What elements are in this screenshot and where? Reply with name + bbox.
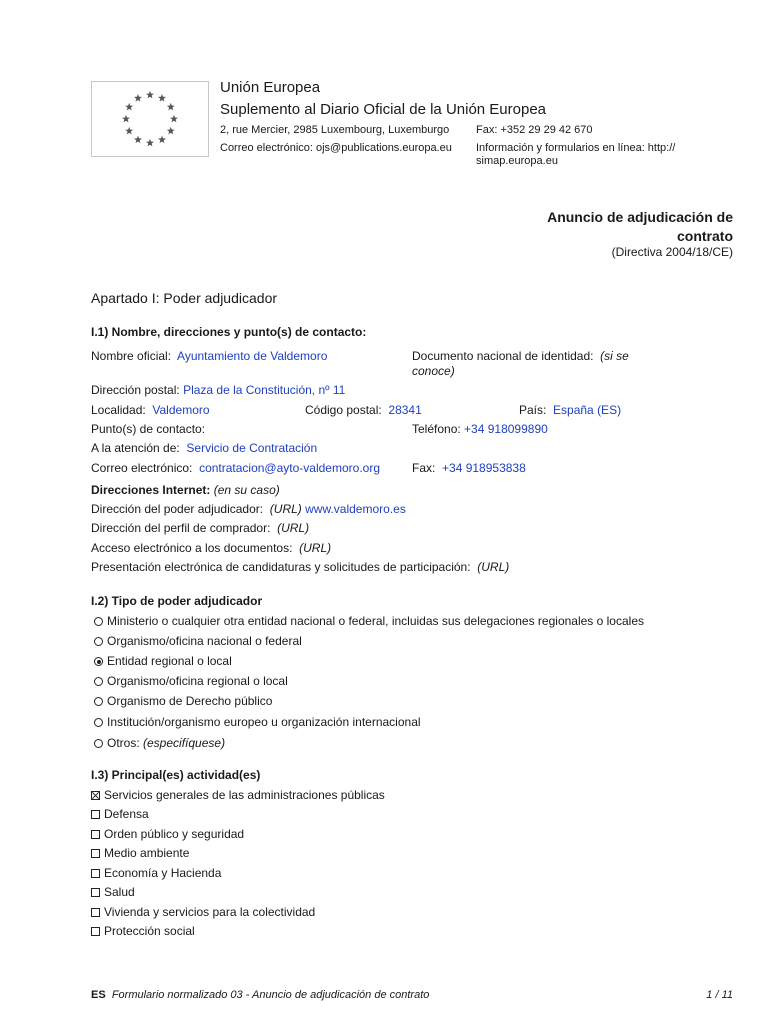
radio-unselected-icon[interactable]: [94, 637, 103, 646]
puntos-contacto-label: Punto(s) de contacto:: [91, 422, 206, 436]
tipo-poder-option: [94, 694, 272, 708]
atencion-label: A la atención de:: [91, 441, 180, 455]
eu-star-icon: [134, 136, 142, 144]
atencion-value: Servicio de Contratación: [186, 441, 318, 455]
tipo-poder-option-label: Institución/organismo europeo u organización internacional: [107, 715, 421, 729]
footer-page: 1 / 11: [706, 989, 733, 1001]
section-i1-heading: I.1) Nombre, direcciones y punto(s) de contacto:: [91, 325, 367, 339]
header-publication: Suplemento al Diario Oficial de la Unión Europea: [220, 101, 547, 118]
header-fax: Fax: +352 29 29 42 670: [476, 124, 593, 136]
section-i2-heading: I.2) Tipo de poder adjudicador: [91, 594, 263, 608]
tipo-poder-option-label: Organismo/oficina regional o local: [107, 674, 288, 688]
checkbox-unchecked-icon[interactable]: [91, 888, 100, 897]
header-address: 2, rue Mercier, 2985 Luxembourg, Luxemburgo: [220, 124, 450, 136]
checkbox-unchecked-icon[interactable]: [91, 908, 100, 917]
otros-hint: (especifíquese): [143, 736, 226, 750]
tipo-poder-option: [94, 614, 644, 628]
actividad-option-label: Economía y Hacienda: [104, 866, 222, 880]
tipo-poder-option-label: Ministerio o cualquier otra entidad nacional o federal, incluidas sus delegaciones regionales o locales: [107, 614, 644, 628]
section-title: Apartado I: Poder adjudicador: [91, 290, 278, 306]
actividad-option-label: Defensa: [104, 807, 149, 821]
tipo-poder-option-label: Entidad regional o local: [107, 654, 232, 668]
tipo-poder-option-label: Organismo de Derecho público: [107, 694, 273, 708]
presentacion-label: Presentación electrónica de candidaturas y solicitudes de participación:: [91, 560, 471, 574]
codigo-postal-row: [305, 403, 422, 417]
pais-row: [519, 403, 621, 417]
eu-star-icon: [146, 139, 154, 147]
actividad-option-label: Vivienda y servicios para la colectividad: [104, 905, 316, 919]
tipo-poder-option: [94, 674, 288, 688]
correo-label: Correo electrónico:: [91, 461, 193, 475]
tipo-poder-option: [94, 736, 225, 750]
telefono-label: Teléfono:: [412, 422, 461, 436]
acceso-url: (URL): [299, 541, 332, 555]
eu-star-icon: [170, 115, 178, 123]
pais-label: País:: [519, 403, 547, 417]
correo-value[interactable]: contratacion@ayto-valdemoro.org: [199, 461, 380, 475]
telefono-row: [412, 422, 548, 436]
checkbox-unchecked-icon[interactable]: [91, 810, 100, 819]
footer-form: [91, 989, 429, 1001]
actividad-option-label: Protección social: [104, 924, 195, 938]
radio-unselected-icon[interactable]: [94, 718, 103, 727]
perfil-row: [91, 521, 309, 535]
nombre-oficial-value: Ayuntamiento de Valdemoro: [177, 349, 328, 363]
pais-value: España (ES): [553, 403, 622, 417]
dir-poder-value[interactable]: www.valdemoro.es: [305, 502, 406, 516]
header-email: Correo electrónico: ojs@publications.europa.eu: [220, 142, 452, 154]
eu-star-icon: [158, 136, 166, 144]
radio-unselected-icon[interactable]: [94, 677, 103, 686]
tipo-poder-option: [94, 715, 421, 729]
actividad-option: [91, 905, 315, 919]
actividad-option: [91, 846, 189, 860]
actividad-option: [91, 885, 135, 899]
actividad-option-label: Salud: [104, 885, 135, 899]
eu-star-icon: [167, 103, 175, 111]
actividad-option-label: Servicios generales de las administraciones públicas: [104, 788, 385, 802]
header-org-name: Unión Europea: [220, 79, 321, 96]
radio-unselected-icon[interactable]: [94, 739, 103, 748]
localidad-row: [91, 403, 210, 417]
eu-star-icon: [134, 94, 142, 102]
checkbox-unchecked-icon[interactable]: [91, 849, 100, 858]
eu-logo: [91, 81, 209, 157]
atencion-row: [91, 441, 317, 455]
radio-selected-icon[interactable]: [94, 657, 103, 666]
fax-label: Fax:: [412, 461, 436, 475]
radio-unselected-icon[interactable]: [94, 697, 103, 706]
fax-value: +34 918953838: [442, 461, 526, 475]
checkbox-unchecked-icon[interactable]: [91, 869, 100, 878]
radio-unselected-icon[interactable]: [94, 617, 103, 626]
acceso-label: Acceso electrónico a los documentos:: [91, 541, 293, 555]
direccion-postal-label: Dirección postal:: [91, 383, 180, 397]
localidad-label: Localidad:: [91, 403, 146, 417]
localidad-value: Valdemoro: [152, 403, 210, 417]
eu-star-icon: [122, 115, 130, 123]
documento-label: Documento nacional de identidad:: [412, 349, 594, 363]
checkbox-unchecked-icon[interactable]: [91, 927, 100, 936]
internet-label: Direcciones Internet:: [91, 483, 211, 497]
dir-poder-row: [91, 502, 406, 516]
notice-title-line1: Anuncio de adjudicación de: [547, 209, 733, 225]
codigo-postal-value: 28341: [388, 403, 422, 417]
direccion-postal-row: [91, 383, 345, 397]
eu-star-icon: [167, 127, 175, 135]
internet-row: [91, 483, 280, 497]
actividad-option: [91, 827, 244, 841]
eu-star-icon: [158, 94, 166, 102]
actividad-option: [91, 866, 221, 880]
tipo-poder-option: [94, 634, 302, 648]
header-info-line2: simap.europa.eu: [476, 155, 558, 167]
presentacion-url: (URL): [477, 560, 510, 574]
presentacion-row: [91, 560, 509, 574]
acceso-row: [91, 541, 331, 555]
actividad-option: [91, 788, 385, 802]
codigo-postal-label: Código postal:: [305, 403, 382, 417]
actividad-option: [91, 924, 195, 938]
dir-poder-url: (URL): [269, 502, 302, 516]
tipo-poder-option-label: Organismo/oficina nacional o federal: [107, 634, 302, 648]
dir-poder-label: Dirección del poder adjudicador:: [91, 502, 264, 516]
telefono-value: +34 918099890: [464, 422, 548, 436]
section-i3-heading: I.3) Principal(es) actividad(es): [91, 768, 261, 782]
footer-form-name: Formulario normalizado 03 - Anuncio de adjudicación de contrato: [111, 989, 430, 1001]
nombre-oficial-row: [91, 349, 327, 363]
eu-flag-stars-icon: [92, 82, 208, 156]
correo-row: [91, 461, 380, 475]
internet-hint: (en su caso): [213, 483, 280, 497]
documento-hint-2: conoce): [412, 364, 455, 378]
tipo-poder-option: [94, 654, 232, 668]
eu-star-icon: [125, 103, 133, 111]
actividad-option-label: Orden público y seguridad: [104, 827, 245, 841]
header-info-line1: Información y formularios en línea: http://: [476, 142, 676, 154]
notice-directive: (Directiva 2004/18/CE): [611, 245, 733, 259]
fax-row: [412, 461, 526, 475]
perfil-url: (URL): [277, 521, 310, 535]
documento-row: [412, 349, 629, 363]
actividad-option: [91, 807, 149, 821]
notice-title-line2: contrato: [677, 228, 733, 244]
direccion-postal-value: Plaza de la Constitución, nº 11: [183, 383, 346, 397]
tipo-poder-option-label: Otros:: [107, 736, 140, 750]
perfil-label: Dirección del perfil de comprador:: [91, 521, 271, 535]
actividad-option-label: Medio ambiente: [104, 846, 190, 860]
documento-hint: (si se: [600, 349, 629, 363]
eu-star-icon: [146, 91, 154, 99]
nombre-oficial-label: Nombre oficial:: [91, 349, 172, 363]
footer-lang: ES: [91, 989, 106, 1001]
eu-star-icon: [125, 127, 133, 135]
checkbox-checked-icon[interactable]: [91, 791, 100, 800]
checkbox-unchecked-icon[interactable]: [91, 830, 100, 839]
